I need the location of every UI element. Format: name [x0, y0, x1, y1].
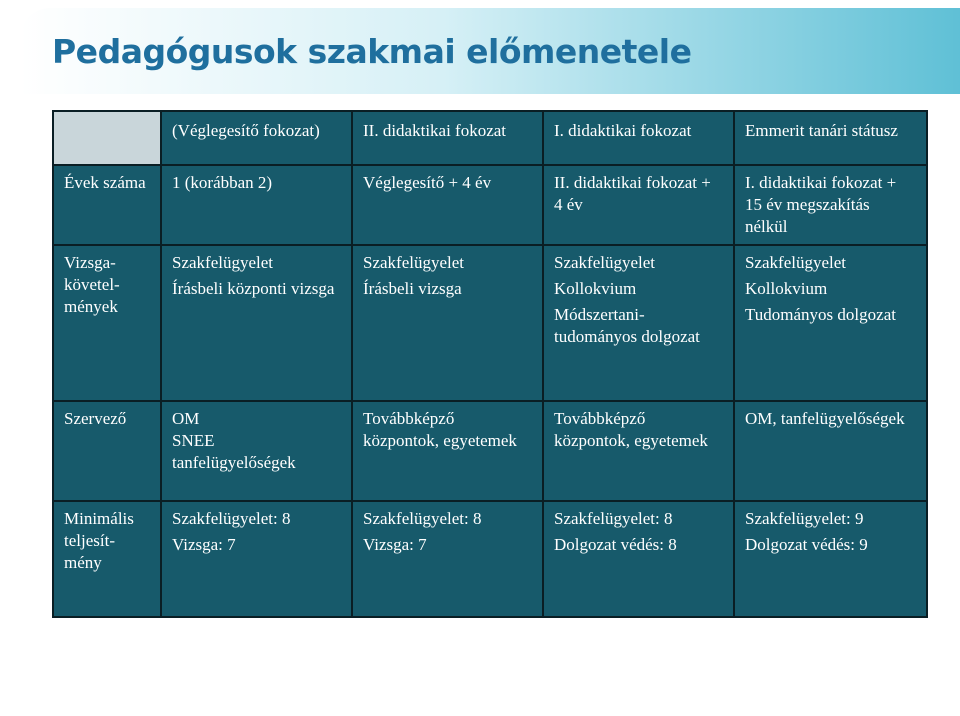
table-cell: II. didaktikai fokozat + 4 év: [543, 165, 734, 245]
cell-line: Dolgozat védés: 9: [745, 535, 868, 554]
table-cell: [543, 245, 734, 401]
cell-line: SNEE: [172, 431, 215, 450]
table-cell: [734, 245, 927, 401]
table-cell: OM, tanfelügyelőségek: [734, 401, 927, 501]
cell-line: Vizsga: 7: [172, 535, 236, 554]
cell-line: Szakfelügyelet: [172, 253, 274, 272]
table-cell: [352, 501, 543, 617]
cell-line: Módszertani-tudományos dolgozat: [554, 305, 700, 346]
table-row: [53, 165, 927, 245]
cell-line: Dolgozat védés: 8: [554, 535, 677, 554]
table-cell: [161, 501, 352, 617]
cell-line: Írásbeli központi vizsga: [172, 279, 335, 298]
header-cell: (Véglegesítő fokozat): [161, 111, 352, 165]
cell-line: Szakfelügyelet: [554, 253, 656, 272]
cell-line: Szakfelügyelet: 8: [172, 509, 291, 528]
row-label: Vizsga-követel-mények: [53, 245, 161, 401]
table-cell: [161, 245, 352, 401]
cell-line: Szakfelügyelet: 8: [554, 509, 673, 528]
cell-line: Írásbeli vizsga: [363, 279, 462, 298]
cell-line: Szakfelügyelet: 9: [745, 509, 864, 528]
cell-line: Szakfelügyelet: [745, 253, 847, 272]
cell-line: Kollokvium: [554, 279, 637, 298]
table-cell: [352, 245, 543, 401]
table-cell: Továbbképző központok, egyetemek: [543, 401, 734, 501]
row-label: Szervező: [53, 401, 161, 501]
table-cell: [161, 401, 352, 501]
header-row: [53, 111, 927, 165]
table-cell: [543, 501, 734, 617]
cell-line: Szakfelügyelet: 8: [363, 509, 482, 528]
header-corner-cell: [53, 111, 161, 165]
table-cell: Továbbképző központok, egyetemek: [352, 401, 543, 501]
table-cell: [734, 501, 927, 617]
cell-line: Tudományos dolgozat: [745, 305, 896, 324]
table-row: [53, 401, 927, 501]
cell-line: OM: [172, 409, 200, 428]
header-cell: II. didaktikai fokozat: [352, 111, 543, 165]
cell-line: Vizsga: 7: [363, 535, 427, 554]
page-title: Pedagógusok szakmai előmenetele: [52, 32, 692, 71]
table-row: [53, 501, 927, 617]
table-row: [53, 245, 927, 401]
row-label: Minimális teljesít-mény: [53, 501, 161, 617]
header-cell: Emmerit tanári státusz: [734, 111, 927, 165]
row-label: Évek száma: [53, 165, 161, 245]
career-table: [52, 110, 928, 618]
table-cell: I. didaktikai fokozat + 15 év megszakítás nélkül: [734, 165, 927, 245]
table-cell: 1 (korábban 2): [161, 165, 352, 245]
cell-line: tanfelügyelőségek: [172, 453, 296, 472]
cell-line: Szakfelügyelet: [363, 253, 465, 272]
header-cell: I. didaktikai fokozat: [543, 111, 734, 165]
table-cell: Véglegesítő + 4 év: [352, 165, 543, 245]
cell-line: Kollokvium: [745, 279, 828, 298]
